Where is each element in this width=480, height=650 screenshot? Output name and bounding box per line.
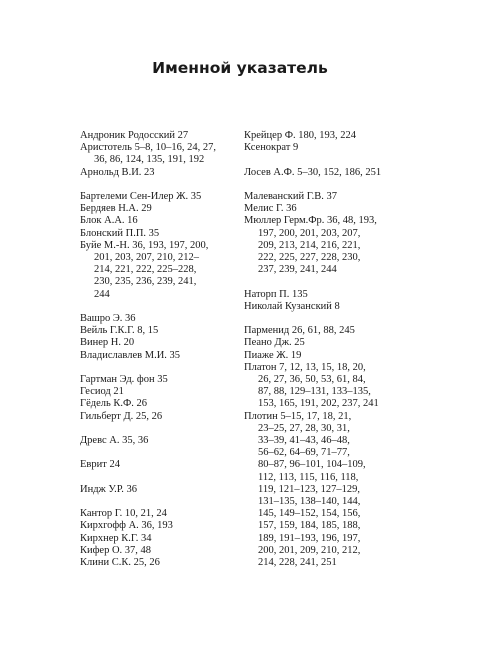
index-line: Наторп П. 135 (244, 288, 308, 300)
index-group (80, 435, 250, 447)
index-line: Николай Кузанский 8 (244, 300, 340, 312)
index-line: Бартелеми Сен-Илер Ж. 35 (80, 191, 202, 202)
index-line: Парменид 26, 61, 88, 245 (244, 325, 355, 337)
index-line: 189, 191–193, 196, 197, (258, 532, 361, 544)
index-line: 214, 228, 241, 251 (258, 557, 337, 569)
index-line: 214, 221, 222, 225–228, (94, 264, 197, 276)
index-group (244, 191, 424, 276)
index-line: Аристотель 5–8, 10–16, 24, 27, (80, 142, 216, 154)
index-line: Крейцер Ф. 180, 193, 224 (244, 130, 356, 141)
index-line: 131–135, 138–140, 144, (258, 496, 361, 508)
index-group (80, 191, 250, 301)
index-line: 87, 88, 129–131, 133–135, (258, 386, 371, 398)
index-line: 200, 201, 209, 210, 212, (258, 544, 361, 556)
index-line: Еврит 24 (80, 459, 120, 471)
index-group (244, 130, 424, 154)
index-line: Древс А. 35, 36 (80, 435, 149, 447)
index-line: Мюллер Герм.Фр. 36, 48, 193, (244, 215, 377, 227)
index-group (244, 325, 424, 569)
index-line: Гесиод 21 (80, 386, 124, 398)
index-line: Индж У.Р. 36 (80, 483, 138, 495)
index-group (80, 374, 250, 423)
index-line: 145, 149–152, 154, 156, (258, 508, 361, 520)
index-line: Гёдель К.Ф. 26 (80, 398, 148, 410)
index-line: Кифер О. 37, 48 (80, 544, 152, 556)
index-column-right (244, 130, 424, 581)
index-line: Вейль Г.К.Г. 8, 15 (80, 325, 159, 337)
index-line: Блок А.А. 16 (80, 215, 138, 227)
index-line: Кирхгофф А. 36, 193 (80, 520, 173, 532)
index-line: 222, 225, 227, 228, 230, (258, 252, 361, 263)
index-line: Владиславлев М.И. 35 (80, 349, 181, 361)
index-line: Винер Н. 20 (80, 337, 135, 349)
index-line: Блонский П.П. 35 (80, 227, 160, 239)
index-line: 153, 165, 191, 202, 237, 241 (258, 398, 379, 410)
index-line: 56–62, 64–69, 71–77, (258, 447, 350, 459)
index-line: 244 (94, 288, 110, 300)
index-line: Мелис Г. 36 (244, 203, 297, 215)
index-group (80, 484, 250, 496)
index-line: Гартман Эд. фон 35 (80, 374, 168, 386)
index-line: 80–87, 96–101, 104–109, (258, 459, 366, 471)
index-line: 36, 86, 124, 135, 191, 192 (94, 154, 205, 166)
index-line: Вашро Э. 36 (80, 313, 136, 325)
index-line: Плотин 5–15, 17, 18, 21, (244, 410, 352, 422)
index-line: Ксенократ 9 (244, 142, 299, 154)
index-line: Кирхнер К.Г. 34 (80, 532, 152, 544)
index-line: Арнольд В.И. 23 (80, 166, 155, 178)
index-line: Кантор Г. 10, 21, 24 (80, 508, 167, 520)
index-line: Андроник Родосский 27 (80, 130, 189, 141)
index-line: 33–39, 41–43, 46–48, (258, 435, 350, 447)
index-group (80, 508, 250, 569)
index-group (80, 459, 250, 471)
index-line: 237, 239, 241, 244 (258, 264, 337, 276)
index-line: Клини С.К. 25, 26 (80, 557, 160, 568)
index-line: 26, 27, 36, 50, 53, 61, 84, (258, 374, 366, 385)
index-group (80, 313, 250, 362)
index-line: 201, 203, 207, 210, 212– (94, 252, 199, 264)
index-line: Малеванский Г.В. 37 (244, 190, 337, 202)
index-line: 23–25, 27, 28, 30, 31, (258, 422, 350, 434)
index-line: Гильберт Д. 25, 26 (80, 410, 163, 422)
index-line: Пеано Дж. 25 (244, 337, 305, 349)
index-line: 157, 159, 184, 185, 188, (258, 520, 361, 532)
index-column-left (80, 130, 250, 581)
index-line: Бердяев Н.А. 29 (80, 203, 152, 215)
index-line: Платон 7, 12, 13, 15, 18, 20, (244, 361, 366, 373)
index-line: Лосев А.Ф. 5–30, 152, 186, 251 (244, 166, 382, 178)
index-group (80, 130, 250, 179)
page-title: Именной указатель (152, 59, 328, 77)
index-group (244, 289, 424, 313)
index-line: 197, 200, 201, 203, 207, (258, 227, 361, 239)
index-line: Буйе М.-Н. 36, 193, 197, 200, (80, 239, 209, 251)
index-line: 119, 121–123, 127–129, (258, 483, 360, 495)
index-line: 112, 113, 115, 116, 118, (258, 471, 359, 483)
index-line: Пиаже Ж. 19 (244, 349, 302, 361)
index-line: 209, 213, 214, 216, 221, (258, 239, 361, 251)
index-group (244, 167, 424, 179)
index-line: 230, 235, 236, 239, 241, (94, 276, 197, 288)
